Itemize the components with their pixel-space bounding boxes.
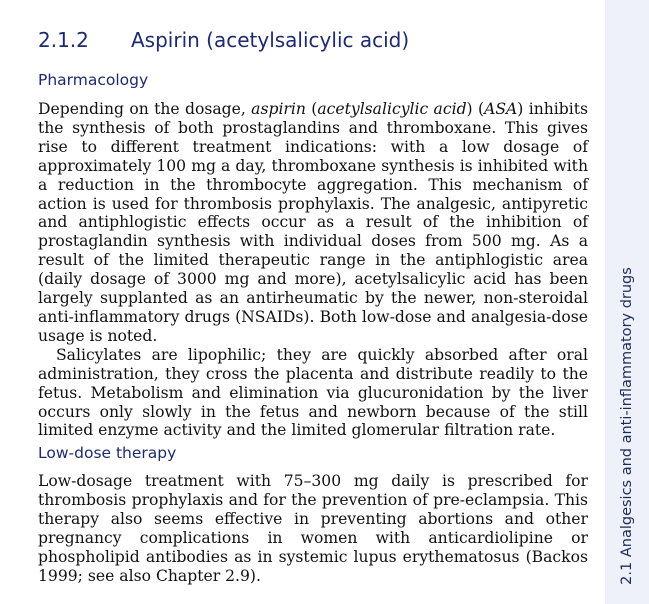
- section-heading: [38, 28, 409, 52]
- p1-text-b: (: [305, 100, 318, 118]
- p1-aspirin: aspirin: [251, 100, 306, 118]
- pharmacology-text: [38, 100, 588, 440]
- section-number: 2.1.2: [38, 28, 89, 52]
- pharmacology-paragraph-1: [38, 100, 588, 346]
- pharmacology-paragraph-2: Salicylates are lipophilic; they are quickly absorbed after oral administration, they cross the placenta and distribute readily to the fetus. Metabolism and elimination via glucuronidation by the liver occurs only slowly in the fetus and newborn because of the still limited enzyme activity and the limited glomerular filtration rate.: [38, 345, 588, 440]
- p1-asa: ASA: [484, 100, 518, 118]
- low-dose-paragraph-1: Low-dosage treatment with 75–300 mg daily is prescribed for thrombosis prophylaxis and for the prevention of pre-eclampsia. This therapy also seems effective in preventing abortions and other pregnancy complications in women with anticardiolipine or phospholipid antibodies as in systemic lupus erythematosus (Backos 1999; see also Chapter 2.9).: [38, 472, 588, 585]
- low-dose-text: [38, 472, 588, 585]
- p1-text-c: ) (: [466, 100, 485, 118]
- pharmacology-heading: Pharmacology: [38, 71, 149, 89]
- p1-asa-full: acetylsalicylic acid: [317, 100, 467, 118]
- low-dose-heading: Low-dose therapy: [38, 444, 177, 462]
- p1-text-d: ) inhibits the synthesis of both prostaglandins and thromboxane. This gives rise to different treatment indications: with a low dosage of approximately 100 mg a day, thromboxane synthesis is inhibited with a reduction in the thrombocyte aggregation. This mechanism of action is used for thrombosis prophylaxis. The analgesic, antipyretic and antiphlogistic effects occur as a result of the inhibition of prostaglandin synthesis with individual doses from 500 mg. As a result of the limited therapeutic range in the antiphlogistic area (daily dosage of 3000 mg and more), acetylsalicylic acid has been largely supplanted as an antirheumatic by the newer, non-steroidal anti-inflammatory drugs (NSAIDs). Both low-dose and analgesia-dose usage is noted.: [38, 100, 589, 345]
- running-head: 2.1 Analgesics and anti-inflammatory drugs: [619, 267, 635, 585]
- section-title: Aspirin (acetylsalicylic acid): [131, 28, 410, 52]
- p1-text-a: Depending on the dosage,: [38, 100, 252, 118]
